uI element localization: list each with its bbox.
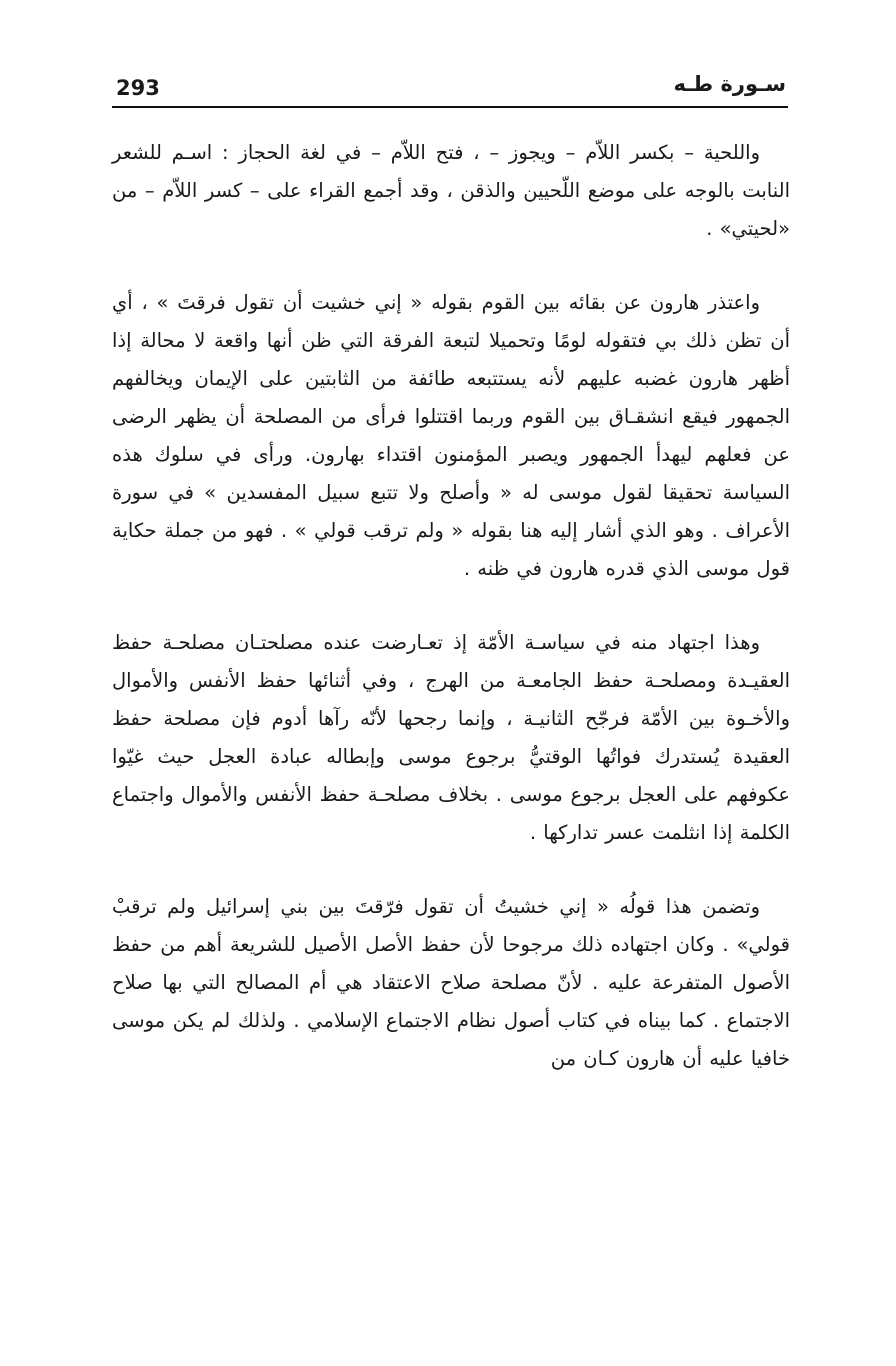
paragraph-3: وهذا اجتهاد منه في سياسـة الأمّة إذ تعـارضت عنده مصلحتـان مصلحـة حفظ العقيـدة ومصلحـة حفظ الجامعـة من الهرج ، وفي أثنائها حفظ الأنفس والأموال والأخـوة بين الأمّة فرجّح الثانيـة ، وإنما رجحها لأنّه رآها أدوم فإن مصلحة حفظ العقيدة يُستدرك فواتُها الوقتيُّ برجوع موسى وإبطاله عبادة العجل حيث غيّوا عكوفهم على العجل برجوع موسى . بخلاف مصلحـة حفظ الأنفس والأموال واجتماع الكلمة إذا انثلمت عسر تداركها . — [112, 631, 790, 844]
page-number: 293 — [116, 76, 160, 100]
running-title: سـورة طـه — [673, 72, 786, 96]
page-body — [112, 134, 790, 1114]
page-header — [112, 72, 788, 108]
paragraph-4: وتضمن هذا قولُه « إني خشيتُ أن تقول فرّقتَ بين بني إسرائيل ولم ترقبْ قولي» . وكان اجتهاده ذلك مرجوحا لأن حفظ الأصل الأصيل للشريعة أهم من حفظ الأصول المتفرعة عليه . لأنّ مصلحة صلاح الاعتقاد هي أم المصالح التي بها صلاح الاجتماع . كما بيناه في كتاب أصول نظام الاجتماع الإسلامي . ولذلك لم يكن موسى خافيا عليه أن هارون كـان من — [112, 895, 790, 1070]
paragraph-1: واللحية – بكسر اللاّم – ويجوز – ، فتح اللاّم – في لغة الحجاز : اسـم للشعر النابت بالوجه على موضع اللّحيين والذقن ، وقد أجمع القراء على – كسر اللاّم – من «لحيتي» . — [112, 141, 790, 240]
paragraph-2: واعتذر هارون عن بقائه بين القوم بقوله « إني خشيت أن تقول فرقتَ » ، أي أن تظن ذلك بي فتقوله لومًا وتحميلا لتبعة الفرقة التي ظن أنها واقعة لا محالة إذا أظهر هارون غضبه عليهم لأنه يستتبعه طائفة من الثابتين على الإيمان ويخالفهم الجمهور فيقع انشقـاق بين القوم وربما اقتتلوا فرأى من المصلحة أن يظهر الرضى عن فعلهم ليهدأ الجمهور ويصبر المؤمنون اقتداء بهارون. ورأى في سلوك هذه السياسة تحقيقا لقول موسى له « وأصلح ولا تتبع سبيل المفسدين » في سورة الأعراف . وهو الذي أشار إليه هنا بقوله « ولم ترقب قولي » . فهو من جملة حكاية قول موسى الذي قدره هارون في ظنه . — [112, 291, 790, 580]
